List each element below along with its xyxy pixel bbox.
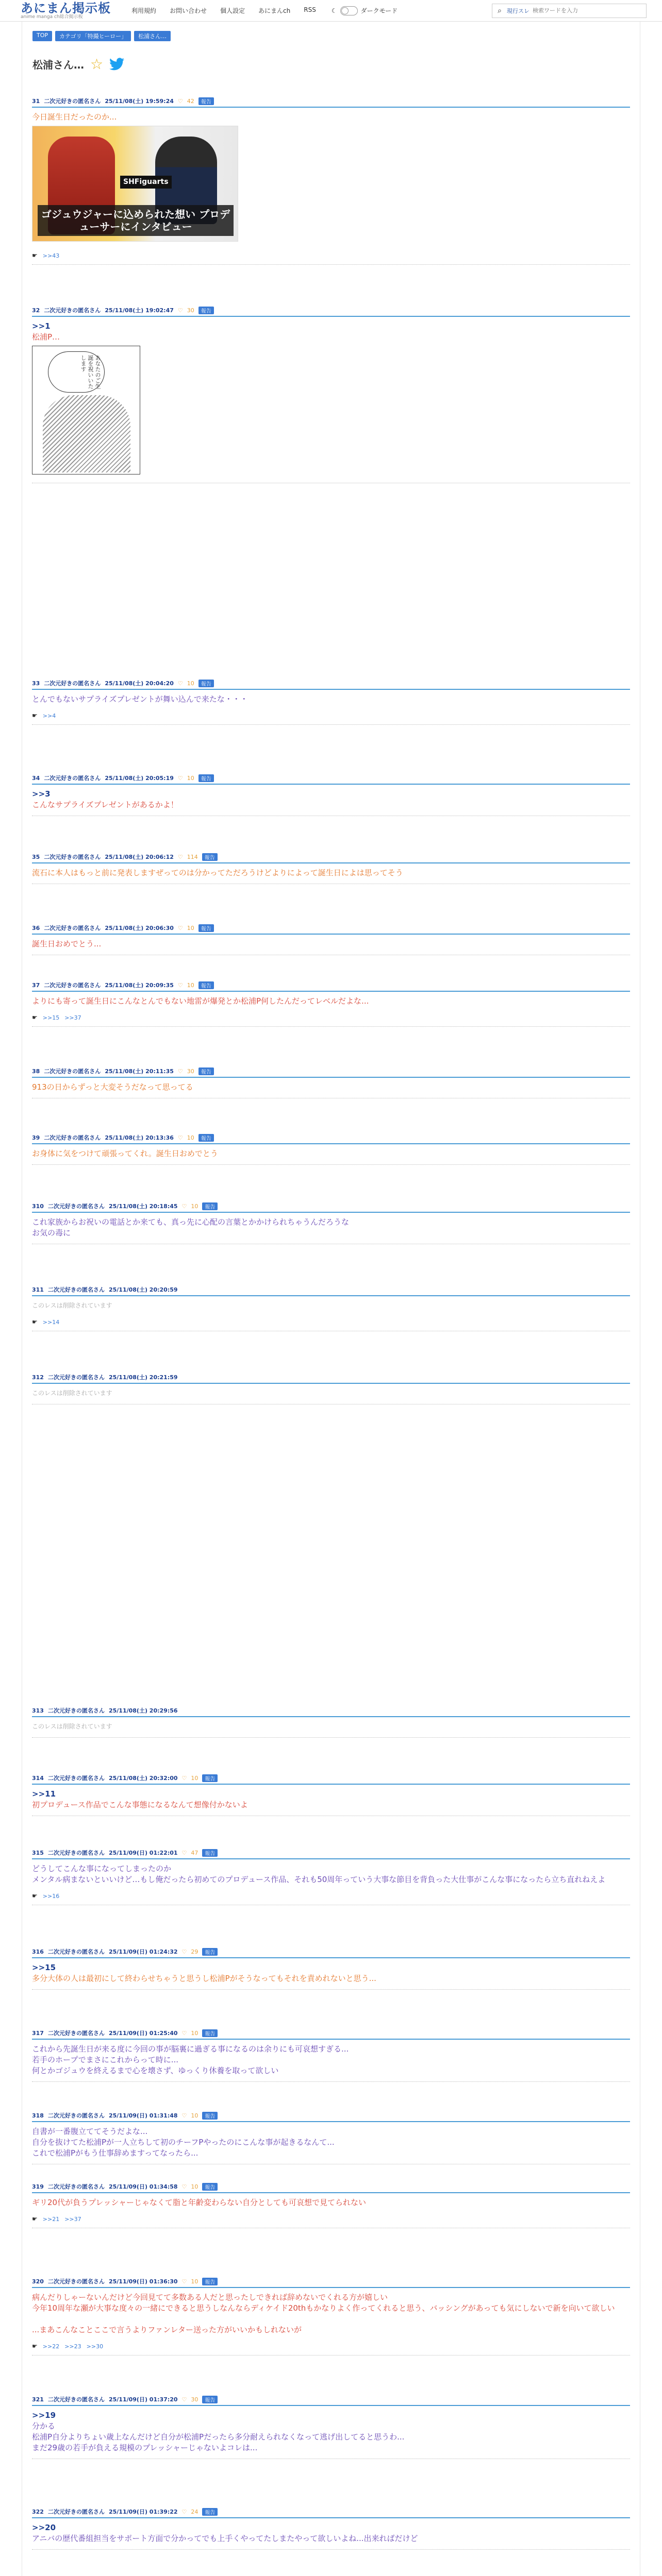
like-icon[interactable]: ♡ [177, 853, 183, 860]
post-body [32, 1078, 630, 1095]
post-318 [22, 2111, 640, 2164]
post-meta [32, 2111, 630, 2122]
reply-icon: ☛ [32, 1892, 38, 1900]
post-author: 二次元好きの匿名さん [47, 2509, 105, 2515]
search-icon[interactable]: ⌕ [498, 6, 502, 15]
post-date: 25/11/08(土) 20:21:59 [108, 1374, 178, 1381]
post-body [32, 1717, 630, 1734]
post-date: 25/11/08(土) 19:59:24 [105, 98, 174, 105]
post-body [32, 2288, 630, 2337]
post-meta [32, 2029, 630, 2040]
post-meta [32, 1373, 630, 1384]
like-icon[interactable]: ♡ [181, 1202, 187, 1210]
post-meta [32, 306, 630, 317]
post-author: 二次元好きの匿名さん [47, 2396, 105, 2403]
post-320 [22, 2277, 640, 2355]
like-icon[interactable]: ♡ [177, 1134, 183, 1141]
post-meta [32, 1202, 630, 1213]
post-body [32, 992, 630, 1009]
post-author: 二次元好きの匿名さん [44, 680, 101, 687]
like-icon[interactable]: ♡ [181, 2278, 187, 2285]
post-date: 25/11/08(土) 20:09:35 [105, 982, 174, 989]
like-count: 10 [187, 981, 194, 989]
like-icon[interactable]: ♡ [177, 1067, 183, 1075]
post-author: 二次元好きの匿名さん [47, 2030, 105, 2037]
post-meta [32, 2507, 630, 2518]
report-button[interactable]: 報告 [198, 924, 214, 932]
post-body [32, 2406, 630, 2455]
post-text: このレスは削除されています [32, 1302, 112, 1309]
post-meta [32, 2182, 630, 2193]
nav-animanch[interactable]: あにまんch [258, 7, 291, 14]
like-count: 10 [191, 2112, 198, 2119]
favorite-star-icon[interactable]: ☆ [90, 55, 104, 73]
post-number[interactable]: 34 [32, 774, 40, 782]
post-date: 25/11/09(日) 01:31:48 [108, 2112, 178, 2119]
post-text: アニバの歴代番組担当をサポート方面で分かってでも上手くやってたしまたやって欲しいよね...出来ればだけど [32, 2534, 418, 2543]
post-body [32, 317, 630, 480]
reply-link[interactable]: >>43 [42, 252, 60, 259]
post-meta [32, 1849, 630, 1859]
report-button[interactable]: 報告 [202, 2029, 218, 2037]
post-text: よりにも寄って誕生日にこんなとんでもない地雷が爆発とか松浦P何したんだってレベルだよな... [32, 996, 369, 1006]
report-button[interactable]: 報告 [198, 97, 214, 105]
post-321 [22, 2395, 640, 2459]
post-number[interactable]: 313 [32, 1707, 44, 1714]
twitter-share-icon[interactable] [109, 58, 125, 71]
post-author: 二次元好きの匿名さん [44, 1134, 101, 1141]
post-33 [22, 679, 640, 725]
post-315 [22, 1849, 640, 1905]
post-number[interactable]: 319 [32, 2183, 44, 2190]
post-text: こんなサプライズプレゼントがあるかよ！ [32, 800, 178, 809]
nav-terms[interactable]: 利用規約 [131, 7, 157, 14]
post-divider [32, 2549, 630, 2550]
reply-icon: ☛ [32, 1014, 38, 1021]
post-text: ギリ20代が負うプレッシャーじゃなくて脂と年齢変わらない自分としても可哀想で見てられない [32, 2198, 367, 2207]
post-author: 二次元好きの匿名さん [44, 307, 101, 314]
post-author: 二次元好きの匿名さん [44, 1068, 101, 1075]
nav-rss[interactable]: RSS [304, 6, 316, 13]
post-text: 初プロデュース作品でこんな事態になるなんて想像付かないよ [32, 1800, 248, 1809]
like-count: 10 [191, 2183, 198, 2190]
post-meta [32, 981, 630, 992]
reply-link[interactable]: >>14 [42, 1318, 60, 1326]
post-316 [22, 1947, 640, 1990]
post-body [32, 935, 630, 952]
post-body [32, 108, 630, 247]
report-button[interactable]: 報告 [198, 307, 214, 314]
like-count: 29 [191, 1948, 198, 1955]
post-meta [32, 1285, 630, 1296]
top-nav [131, 6, 316, 15]
post-divider [32, 1164, 630, 1165]
reply-links [32, 707, 630, 721]
post-meta [32, 1133, 630, 1144]
post-number[interactable]: 317 [32, 2029, 44, 2037]
post-author: 二次元好きの匿名さん [47, 2183, 105, 2190]
post-text: 松浦P… [32, 332, 60, 342]
like-icon[interactable]: ♡ [181, 1774, 187, 1782]
report-button[interactable]: 報告 [202, 2112, 218, 2120]
search-input[interactable] [533, 7, 646, 14]
like-count: 10 [187, 680, 194, 687]
reply-link[interactable]: >>16 [42, 1892, 60, 1900]
post-text: 多分大体の人は最初にして終わらせちゃうと思うし松浦Pがそうなってもそれを責めれないと思う... [32, 1974, 376, 1983]
post-meta [32, 1947, 630, 1958]
post-author: 二次元好きの匿名さん [47, 1775, 105, 1782]
reply-links [32, 247, 630, 261]
post-body [32, 863, 630, 880]
post-number[interactable]: 318 [32, 2112, 44, 2119]
reply-icon: ☛ [32, 2343, 38, 2350]
post-author: 二次元好きの匿名さん [47, 1374, 105, 1381]
post-author: 二次元好きの匿名さん [47, 1948, 105, 1955]
like-icon[interactable]: ♡ [177, 981, 183, 989]
like-count: 114 [187, 853, 198, 860]
like-count: 10 [187, 924, 194, 931]
post-322 [22, 2507, 640, 2550]
post-date: 25/11/08(土) 20:11:35 [105, 1068, 174, 1075]
post-35 [22, 853, 640, 884]
like-icon[interactable]: ♡ [181, 2183, 187, 2190]
reply-links [32, 2337, 630, 2352]
post-number[interactable]: 321 [32, 2396, 44, 2403]
post-number[interactable]: 315 [32, 1849, 44, 1856]
post-body [32, 1859, 630, 1887]
dark-mode-label: ダークモード [360, 7, 398, 14]
reply-link[interactable]: >>22 [42, 2343, 60, 2350]
post-meta [32, 924, 630, 935]
post-38 [22, 1067, 640, 1098]
like-count: 10 [187, 774, 194, 782]
thread-header [22, 44, 640, 82]
report-button[interactable]: 報告 [202, 1948, 218, 1956]
breadcrumb-thread[interactable]: 松浦さん… [134, 31, 171, 41]
like-icon[interactable]: ♡ [177, 774, 183, 782]
manga-figure [43, 395, 130, 472]
post-319 [22, 2182, 640, 2228]
post-divider [32, 2081, 630, 2082]
post-312 [22, 1373, 640, 1404]
reply-icon: ☛ [32, 1318, 38, 1326]
reply-anchor-link[interactable]: >>20 [32, 2523, 56, 2532]
post-314 [22, 1774, 640, 1816]
post-text: 913の日からずっと大変そうだなって思ってる [32, 1082, 193, 1092]
post-date: 25/11/08(土) 20:20:59 [108, 1286, 178, 1293]
post-body [32, 1958, 630, 1986]
post-date: 25/11/08(土) 20:04:20 [105, 680, 174, 687]
post-divider [32, 264, 630, 265]
post-meta [32, 1706, 630, 1717]
reply-link[interactable]: >>21 [42, 2215, 60, 2223]
post-author: 二次元好きの匿名さん [47, 2112, 105, 2119]
post-32 [22, 306, 640, 483]
report-button[interactable]: 報告 [198, 1134, 214, 1142]
like-count: 42 [187, 97, 194, 105]
report-button[interactable]: 報告 [198, 981, 214, 989]
moon-icon: ☾ [331, 7, 337, 14]
breadcrumb-top[interactable]: TOP [32, 31, 52, 41]
post-date: 25/11/09(日) 01:37:20 [108, 2396, 178, 2403]
post-author: 二次元好きの匿名さん [44, 98, 101, 105]
post-text: これから先誕生日が来る度に今回の事が脳裏に過ぎる事になるのは余りにも可哀想すぎる... 若手のホープでまさにこれからって時に... 何とかゴジュウを終えるまで心を壊さず、ゆっくり休養を取って欲しい [32, 2044, 349, 2075]
speech-bubble: あなたのご生誕を祝いいたします [48, 351, 105, 393]
toggle-knob [341, 7, 349, 14]
post-31 [22, 97, 640, 265]
like-icon[interactable]: ♡ [181, 2029, 187, 2037]
reply-link[interactable]: >>30 [86, 2343, 104, 2350]
post-number[interactable]: 39 [32, 1134, 40, 1141]
post-meta [32, 774, 630, 785]
reply-anchor-link[interactable]: >>3 [32, 789, 51, 799]
post-date: 25/11/08(土) 20:05:19 [105, 775, 174, 782]
breadcrumb [22, 22, 640, 44]
post-number[interactable]: 38 [32, 1067, 40, 1075]
post-meta [32, 97, 630, 108]
post-34 [22, 774, 640, 816]
post-meta [32, 2277, 630, 2288]
post-text: これ家族からお祝いの電話とか来ても、真っ先に心配の言葉とかかけられちゃうんだろうな お気の毒に [32, 1217, 350, 1238]
post-divider [32, 1026, 630, 1027]
post-date: 25/11/08(土) 19:02:47 [105, 307, 174, 314]
reply-anchor-link[interactable]: >>19 [32, 2411, 56, 2420]
like-icon[interactable]: ♡ [177, 924, 183, 931]
post-body [32, 1785, 630, 1812]
post-divider [32, 1989, 630, 1990]
post-date: 25/11/09(日) 01:39:22 [108, 2509, 178, 2515]
post-number[interactable]: 37 [32, 981, 40, 989]
reply-links [32, 1313, 630, 1328]
post-author: 二次元好きの匿名さん [47, 2278, 105, 2285]
dark-mode-toggle[interactable] [332, 6, 398, 15]
report-button[interactable]: 報告 [202, 1202, 218, 1210]
post-text: 今日誕生日だったのか... [32, 112, 117, 122]
post-date: 25/11/08(土) 20:06:12 [105, 854, 174, 860]
post-313 [22, 1706, 640, 1738]
breadcrumb-category[interactable]: カテゴリ「特撮ヒーロー」 [55, 31, 131, 41]
report-button[interactable]: 報告 [198, 680, 214, 687]
reply-links [32, 1887, 630, 1902]
post-number[interactable]: 35 [32, 853, 40, 860]
report-button[interactable]: 報告 [202, 2396, 218, 2403]
post-text: とんでもないサプライズプレゼントが舞い込んで来たな・・・ [32, 694, 248, 704]
search-scope[interactable]: 現行スレ [507, 7, 529, 14]
post-39 [22, 1133, 640, 1165]
reply-anchor-link[interactable]: >>15 [32, 1963, 56, 1972]
post-number[interactable]: 33 [32, 680, 40, 687]
post-body [32, 1384, 630, 1401]
like-icon[interactable]: ♡ [181, 2508, 187, 2515]
post-311 [22, 1285, 640, 1331]
report-button[interactable]: 報告 [202, 1774, 218, 1782]
post-author: 二次元好きの匿名さん [47, 1850, 105, 1856]
post-author: 二次元好きの匿名さん [47, 1707, 105, 1714]
post-date: 25/11/08(土) 20:29:56 [108, 1707, 178, 1714]
post-body [32, 1213, 630, 1241]
nav-contact[interactable]: お問い合わせ [170, 7, 207, 14]
post-317 [22, 2029, 640, 2082]
toggle-track[interactable] [340, 6, 358, 15]
post-author: 二次元好きの匿名さん [47, 1203, 105, 1210]
like-icon[interactable]: ♡ [181, 1948, 187, 1955]
post-number[interactable]: 311 [32, 1286, 44, 1293]
reply-link[interactable]: >>37 [64, 2215, 81, 2223]
post-body [32, 690, 630, 707]
post-divider [32, 724, 630, 725]
like-icon[interactable]: ♡ [177, 97, 183, 105]
like-icon[interactable]: ♡ [181, 1849, 187, 1856]
reply-icon: ☛ [32, 712, 38, 719]
reply-link[interactable]: >>15 [42, 1014, 60, 1021]
post-meta [32, 853, 630, 863]
like-count: 24 [191, 2508, 198, 2515]
like-icon[interactable]: ♡ [177, 680, 183, 687]
post-36 [22, 924, 640, 955]
report-button[interactable]: 報告 [202, 2508, 218, 2516]
post-text: 病んだりしゃーないんだけど今回見てて多数ある人だと思ったしできれば辞めないでくれる方が嬉しい 今年10周年な瀬が大事な度々の一緒にできると思うしなんならディケイド20thもかなりよく作ってくれると思う、バッシングがあっても気にしないで新を向いて欲しい ...まあこんなことここで言うよりファンレター送った方がいいかもしれないが [32, 2293, 615, 2334]
post-number[interactable]: 316 [32, 1948, 44, 1955]
like-count: 30 [187, 1067, 194, 1075]
like-count: 30 [187, 307, 194, 314]
post-body [32, 1296, 630, 1313]
post-date: 25/11/08(土) 20:13:36 [105, 1134, 174, 1141]
search-box [492, 4, 647, 18]
post-date: 25/11/09(日) 01:25:40 [108, 2030, 178, 2037]
report-button[interactable]: 報告 [202, 1849, 218, 1857]
post-body [32, 2040, 630, 2078]
like-icon[interactable]: ♡ [181, 2112, 187, 2119]
report-button[interactable]: 報告 [202, 2183, 218, 2191]
like-count: 10 [191, 2278, 198, 2285]
post-date: 25/11/09(日) 01:36:30 [108, 2278, 178, 2285]
post-author: 二次元好きの匿名さん [44, 854, 101, 860]
reply-icon: ☛ [32, 252, 38, 259]
post-text: 流石に本人はもっと前に発表しますぜってのは分かってただろうけどよりによって誕生日によは思ってそう [32, 868, 403, 877]
post-body [32, 2193, 630, 2210]
post-meta [32, 679, 630, 690]
like-count: 10 [191, 2029, 198, 2037]
thread-title: 松浦さん… [32, 59, 84, 71]
logo-main-text: あにまん掲示板 [21, 1, 111, 15]
post-number[interactable]: 312 [32, 1374, 44, 1381]
post-author: 二次元好きの匿名さん [44, 775, 101, 782]
post-number[interactable]: 36 [32, 924, 40, 931]
post-meta [32, 2395, 630, 2406]
post-author: 二次元好きの匿名さん [44, 925, 101, 931]
post-date: 25/11/09(日) 01:24:32 [108, 1948, 178, 1955]
post-body [32, 785, 630, 812]
post-37 [22, 981, 640, 1027]
reply-anchor-link[interactable]: >>11 [32, 1789, 56, 1799]
post-number[interactable]: 32 [32, 307, 40, 314]
post-text: 自書が一番腹立ててそうだよな... 自分を抜けてた松浦Pが一人立ちして初のチーフPやったのにこんな事が起きるなんて... これで松浦Pがもう仕事辞めますってなったら... [32, 2127, 335, 2158]
like-icon[interactable]: ♡ [181, 2396, 187, 2403]
post-meta [32, 1774, 630, 1785]
post-author: 二次元好きの匿名さん [44, 982, 101, 989]
post-meta [32, 1067, 630, 1078]
image-brand: SHFiguarts [120, 176, 172, 189]
post-body [32, 1144, 630, 1161]
report-button[interactable]: 報告 [198, 774, 214, 782]
reply-links [32, 2210, 630, 2225]
logo-sub-text: anime manga ch総合掲示板 [21, 14, 83, 20]
report-button[interactable]: 報告 [202, 2278, 218, 2285]
post-date: 25/11/08(土) 20:06:30 [105, 925, 174, 931]
post-number[interactable]: 320 [32, 2278, 44, 2285]
report-button[interactable]: 報告 [198, 1067, 214, 1075]
like-count: 10 [187, 1134, 194, 1141]
post-body [32, 2122, 630, 2161]
reply-anchor-link[interactable]: >>1 [32, 321, 51, 331]
post-image[interactable] [32, 126, 238, 242]
post-date: 25/11/08(土) 20:32:00 [108, 1775, 178, 1782]
like-count: 47 [191, 1849, 198, 1856]
post-text: 分かる 松浦P自分よりちょい歳上なんだけど自分が松浦Pだったら多分耐えられなくなって逃げ出してると思うわ... まだ29歳の若手が負える規模のプレッシャーじゃないよコレは... [32, 2421, 405, 2452]
report-button[interactable]: 報告 [202, 853, 218, 861]
post-310 [22, 1202, 640, 1244]
site-header [0, 0, 662, 22]
post-text: 誕生日おめでとう... [32, 939, 102, 948]
post-date: 25/11/09(日) 01:34:58 [108, 2183, 178, 2190]
reply-link[interactable]: >>37 [64, 1014, 81, 1021]
post-date: 25/11/08(土) 20:18:45 [108, 1203, 178, 1210]
post-number[interactable]: 314 [32, 1774, 44, 1782]
like-count: 10 [191, 1774, 198, 1782]
post-date: 25/11/09(日) 01:22:01 [108, 1850, 178, 1856]
post-text: このレスは削除されています [32, 1389, 112, 1397]
post-number[interactable]: 322 [32, 2508, 44, 2515]
like-count: 30 [191, 2396, 198, 2403]
reply-icon: ☛ [32, 2215, 38, 2223]
post-image-manga[interactable] [32, 346, 140, 474]
reply-link[interactable]: >>4 [42, 712, 56, 719]
like-icon[interactable]: ♡ [177, 307, 183, 314]
post-text: どうしてこんな事になってしまったのか メンタル病まないといいけど…もし俺だったら初めてのプロデュース作品、それも50周年っていう大事な節目を背負った大仕事がこんな事になったら立ち直れねえよ [32, 1864, 606, 1884]
post-author: 二次元好きの匿名さん [47, 1286, 105, 1293]
post-number[interactable]: 31 [32, 97, 40, 105]
reply-link[interactable]: >>23 [64, 2343, 81, 2350]
nav-settings[interactable]: 個人設定 [220, 7, 245, 14]
site-logo[interactable] [21, 2, 111, 20]
post-divider [32, 1737, 630, 1738]
like-count: 10 [191, 1202, 198, 1210]
post-number[interactable]: 310 [32, 1202, 44, 1210]
image-caption: ゴジュウジャーに込められた想い プロデューサーにインタビュー [38, 205, 234, 236]
post-body [32, 2518, 630, 2546]
reply-links [32, 1009, 630, 1023]
post-text: お身体に気をつけて頑張ってくれ。誕生日おめでとう [32, 1149, 218, 1158]
post-text: このレスは削除されています [32, 1723, 112, 1730]
